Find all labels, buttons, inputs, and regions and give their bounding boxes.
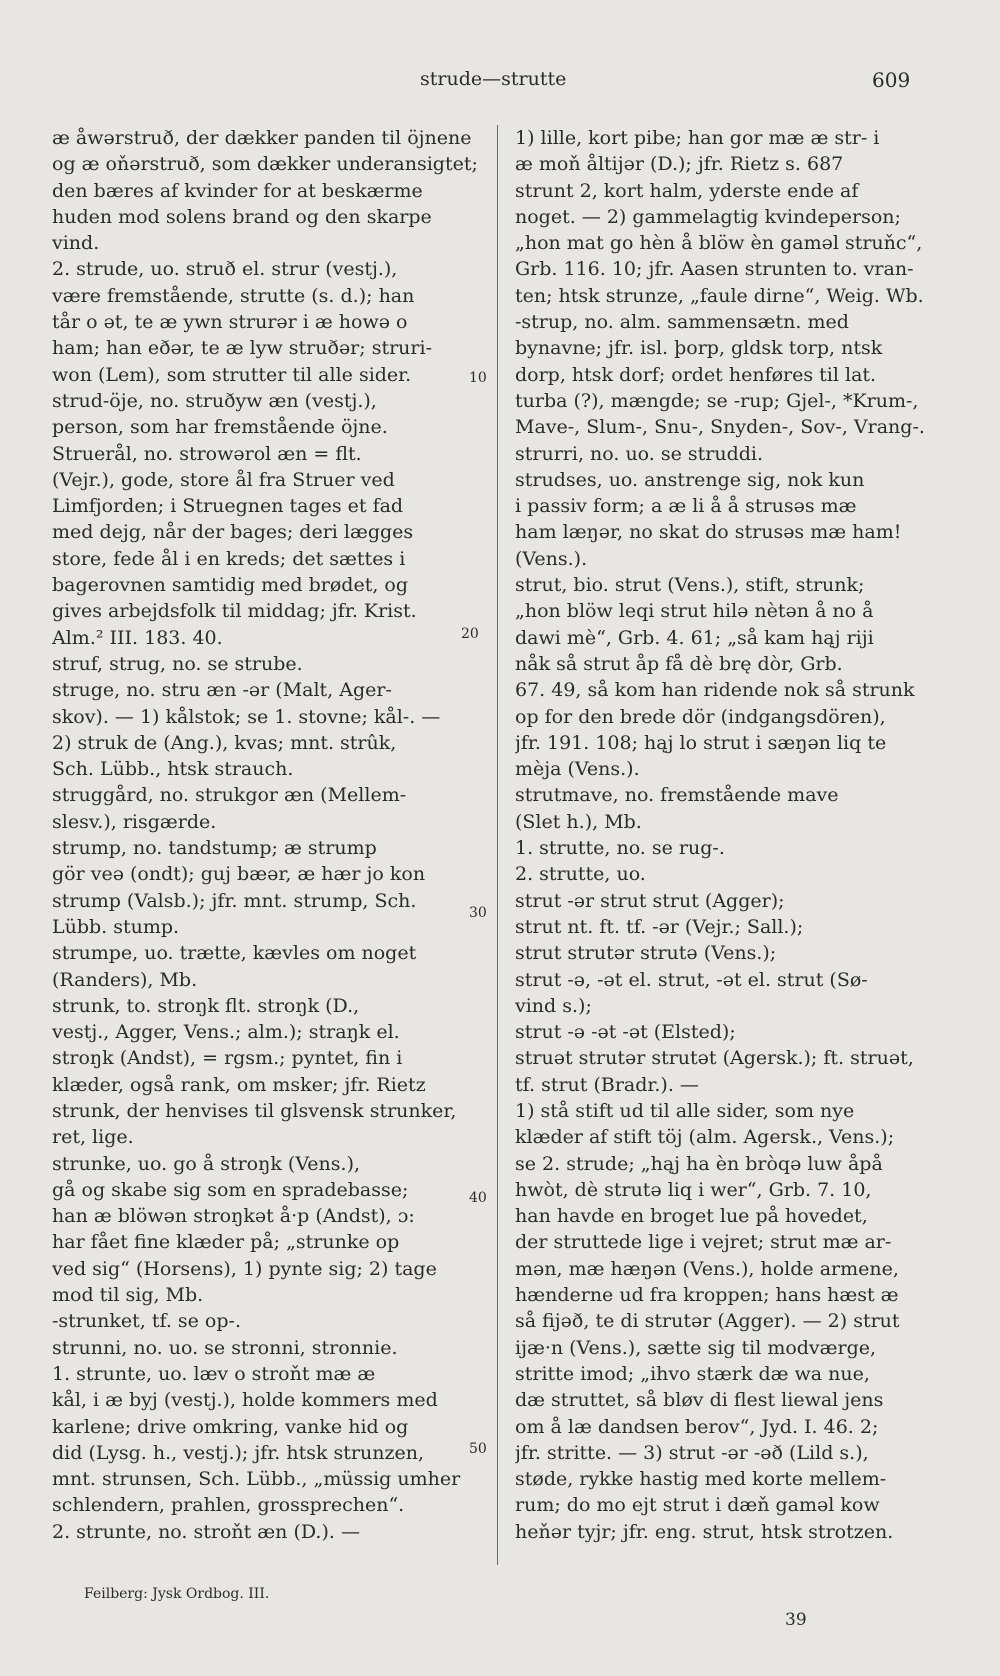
line-number: 50	[469, 1441, 487, 1457]
text-line: won (Lem), som strutter til alle sider.	[52, 363, 412, 386]
text-line: med dejg, når der bages; deri lægges	[52, 521, 414, 544]
text-line: tf. strut (Bradr.). —	[515, 1073, 699, 1096]
text-line: huden mod solens brand og den skarpe	[52, 205, 432, 228]
text-line: strump (Valsb.); jfr. mnt. strump, Sch.	[52, 889, 417, 912]
text-line: om å læ dandsen berov“, Jyd. I. 46. 2;	[515, 1415, 879, 1438]
text-line: være fremstående, strutte (s. d.); han	[52, 284, 415, 307]
text-line: struf, strug, no. se strube.	[52, 652, 303, 675]
text-line: dæ struttet, så bløv di flest liewal jens	[515, 1389, 884, 1412]
text-line: ijæ·n (Vens.), sætte sig til modværge,	[515, 1336, 877, 1359]
text-line: hænderne ud fra kroppen; hans hæst æ	[515, 1284, 899, 1307]
text-line: stroŋk (Andst), = rgsm.; pyntet, fin i	[52, 1047, 403, 1070]
text-line: mèja (Vens.).	[515, 758, 640, 781]
text-line: strut -ər strut strut (Agger);	[515, 889, 785, 912]
text-line: se 2. strude; „hąj ha èn bròqə luw åpå	[515, 1152, 883, 1175]
text-line: Mave-, Slum-, Snu-, Snyden-, Sov-, Vrang-.	[515, 416, 925, 439]
sheet-signature: 39	[785, 1610, 807, 1630]
text-line: strurri, no. uo. se struddi.	[515, 442, 764, 465]
text-line: hwòt, dè strutə liq i wer“, Grb. 7. 10,	[515, 1178, 872, 1201]
text-line: schlendern, prahlen, grossprechen“.	[52, 1494, 405, 1517]
text-line: bynavne; jfr. isl. þorp, gldsk torp, ntsk	[515, 337, 883, 360]
text-line: Sch. Lübb., htsk strauch.	[52, 758, 294, 781]
text-line: strudses, uo. anstrenge sig, nok kun	[515, 468, 865, 491]
line-number: 10	[469, 370, 487, 386]
text-line: gives arbejdsfolk til middag; jfr. Krist.	[52, 600, 417, 623]
column-divider	[497, 125, 498, 1565]
text-line: mnt. strunsen, Sch. Lübb., „müssig umher	[52, 1468, 461, 1491]
text-line: strunk, to. stroŋk flt. stroŋk (D.,	[52, 994, 360, 1017]
text-line: strud-öje, no. struðyw æn (vestj.),	[52, 389, 377, 412]
text-line: jfr. stritte. — 3) strut -ər -əð (Lild s.),	[515, 1441, 869, 1464]
text-line: 2. strunte, no. stroňt æn (D.). —	[52, 1520, 360, 1543]
text-line: strutmave, no. fremstående mave	[515, 784, 839, 807]
text-line: noget. — 2) gammelagtig kvindeperson;	[515, 205, 901, 228]
text-line: strunk, der henvises til glsvensk strunker,	[52, 1099, 457, 1122]
text-line: struət strutər strutət (Agersk.); ft. struət,	[515, 1047, 914, 1070]
text-line: strumpe, uo. trætte, kævles om noget	[52, 942, 417, 965]
text-line: strut -ə -ət -ət (Elsted);	[515, 1021, 736, 1044]
text-line: i passiv form; a æ li å å strusəs mæ	[515, 495, 857, 518]
text-line: han æ blöwən stroŋkət å·p (Andst), ɔ:	[52, 1205, 415, 1228]
text-line: slesv.), risgærde.	[52, 810, 217, 833]
text-line: struggård, no. strukgor æn (Mellem-	[52, 784, 407, 807]
text-line: Grb. 116. 10; jfr. Aasen strunten to. vran-	[515, 258, 914, 281]
text-line: klæder, også rank, om msker; jfr. Rietz	[52, 1073, 426, 1096]
text-line: gå og skabe sig som en spradebasse;	[52, 1178, 409, 1201]
text-line: strut, bio. strut (Vens.), stift, strunk;	[515, 574, 865, 597]
text-line: 2. strude, uo. struð el. strur (vestj.),	[52, 258, 398, 281]
text-line: den bæres af kvinder for at beskærme	[52, 179, 423, 202]
text-line: rum; do mo ejt strut i dæň gaməl kow	[515, 1494, 880, 1517]
text-line: (Vens.).	[515, 547, 588, 570]
text-line: strump, no. tandstump; æ strump	[52, 837, 377, 860]
text-line: 2. strutte, uo.	[515, 863, 646, 886]
text-line: ret, lige.	[52, 1126, 134, 1149]
text-line: „hon blöw leqi strut hilə nètən å no å	[515, 600, 874, 623]
text-line: did (Lysg. h., vestj.); jfr. htsk strunzen,	[52, 1441, 425, 1464]
text-line: så fijəð, te di strutər (Agger). — 2) strut	[515, 1310, 900, 1333]
text-line: vestj., Agger, Vens.; alm.); straŋk el.	[52, 1021, 400, 1044]
text-line: dorp, htsk dorf; ordet henføres til lat.	[515, 363, 877, 386]
text-line: (Vejr.), gode, store ål fra Struer ved	[52, 468, 395, 491]
text-line: vind s.);	[515, 994, 592, 1017]
text-line: æ åwərstruð, der dækker panden til öjnene	[52, 127, 472, 149]
text-line: Alm.² III. 183. 40.	[52, 626, 223, 649]
text-line: 67. 49, så kom han ridende nok så strunk	[515, 679, 915, 702]
text-line: 2) struk de (Ang.), kvas; mnt. strûk,	[52, 731, 397, 754]
text-line: strut strutər strutə (Vens.);	[515, 942, 777, 965]
text-line: „hon mat go hèn å blöw èn gaməl struňc“,	[515, 232, 923, 255]
page-header	[0, 68, 1000, 98]
text-line: der struttede lige i vejret; strut mæ ar-	[515, 1231, 892, 1254]
text-line: Limfjorden; i Struegnen tages et fad	[52, 495, 404, 518]
text-line: og æ oňərstruð, som dækker underansigtet;	[52, 153, 478, 176]
text-line: turba (?), mængde; se -rup; Gjel-, *Krum-,	[515, 389, 919, 412]
left-column	[52, 125, 492, 1545]
text-line: 1. strunte, uo. læv o stroňt mæ æ	[52, 1362, 376, 1385]
text-line: store, fede ål i en kreds; det sættes i	[52, 547, 406, 570]
text-line: strunke, uo. go å stroŋk (Vens.),	[52, 1152, 361, 1175]
text-line: (Randers), Mb.	[52, 968, 198, 991]
text-line: gör veə (ondt); guj bæər, æ hær jo kon	[52, 863, 426, 886]
text-line: nåk så strut åp få dè brę dòr, Grb.	[515, 652, 843, 675]
text-line: -strup, no. alm. sammensætn. med	[515, 311, 849, 334]
text-line: dawi mè“, Grb. 4. 61; „så kam hąj riji	[515, 626, 874, 649]
line-number: 40	[469, 1190, 487, 1206]
text-line: karlene; drive omkring, vanke hid og	[52, 1415, 409, 1438]
text-line: han havde en broget lue på hovedet,	[515, 1205, 868, 1228]
footer-source: Feilberg: Jysk Ordbog. III.	[84, 1586, 270, 1602]
text-line: kål, i æ byj (vestj.), holde kommers med	[52, 1389, 438, 1412]
text-line: -strunket, tf. se op-.	[52, 1310, 241, 1333]
text-line: Struerål, no. strowərol æn = flt.	[52, 442, 362, 465]
text-line: strut -ə, -ət el. strut, -ət el. strut (Sø-	[515, 968, 868, 991]
text-line: bagerovnen samtidig med brødet, og	[52, 574, 409, 597]
line-number: 20	[461, 626, 479, 642]
text-line: 1. strutte, no. se rug-.	[515, 837, 725, 860]
text-line: strut nt. ft. tf. -ər (Vejr.; Sall.);	[515, 915, 804, 938]
page-number: 609	[872, 68, 911, 92]
text-line: 1) stå stift ud til alle sider, som nye	[515, 1099, 855, 1122]
text-line: Lübb. stump.	[52, 915, 180, 938]
text-line: vind.	[52, 232, 100, 255]
text-line: heňər tyjr; jfr. eng. strut, htsk strotzen.	[515, 1520, 894, 1543]
running-head: strude—strutte	[420, 68, 567, 90]
text-line: ham læŋər, no skat do strusəs mæ ham!	[515, 521, 902, 544]
text-line: jfr. 191. 108; hąj lo strut i sæŋən liq te	[515, 731, 887, 754]
text-line: støde, rykke hastig med korte mellem-	[515, 1468, 887, 1491]
text-line: ham; han eðər, te æ lyw struðər; struri-	[52, 337, 432, 360]
text-line: person, som har fremstående öjne.	[52, 416, 388, 439]
text-line: 1) lille, kort pibe; han gor mæ æ str- i	[515, 127, 880, 149]
text-line: ved sig“ (Horsens), 1) pynte sig; 2) tage	[52, 1257, 437, 1280]
line-number: 30	[469, 905, 487, 921]
text-line: strunt 2, kort halm, yderste ende af	[515, 179, 859, 202]
text-line: strunni, no. uo. se stronni, stronnie.	[52, 1336, 398, 1359]
right-column	[515, 125, 939, 1545]
text-line: op for den brede dör (indgangsdören),	[515, 705, 886, 728]
text-line: æ moň åltijər (D.); jfr. Rietz s. 687	[515, 153, 844, 176]
text-line: ten; htsk strunze, „faule dirne“, Weig. Wb.	[515, 284, 924, 307]
text-line: klæder af stift töj (alm. Agersk., Vens.);	[515, 1126, 895, 1149]
text-line: stritte imod; „ihvo stærk dæ wa nue,	[515, 1362, 870, 1385]
text-line: struge, no. stru æn -ər (Malt, Ager-	[52, 679, 392, 702]
text-line: mən, mæ hæŋən (Vens.), holde armene,	[515, 1257, 899, 1280]
text-line: tår o ət, te æ ywn strurər i æ howə o	[52, 311, 408, 334]
text-line: (Slet h.), Mb.	[515, 810, 642, 833]
text-line: mod til sig, Mb.	[52, 1284, 204, 1307]
text-line: har fået fine klæder på; „strunke op	[52, 1231, 400, 1254]
text-line: skov). — 1) kålstok; se 1. stovne; kål-. —	[52, 705, 441, 728]
